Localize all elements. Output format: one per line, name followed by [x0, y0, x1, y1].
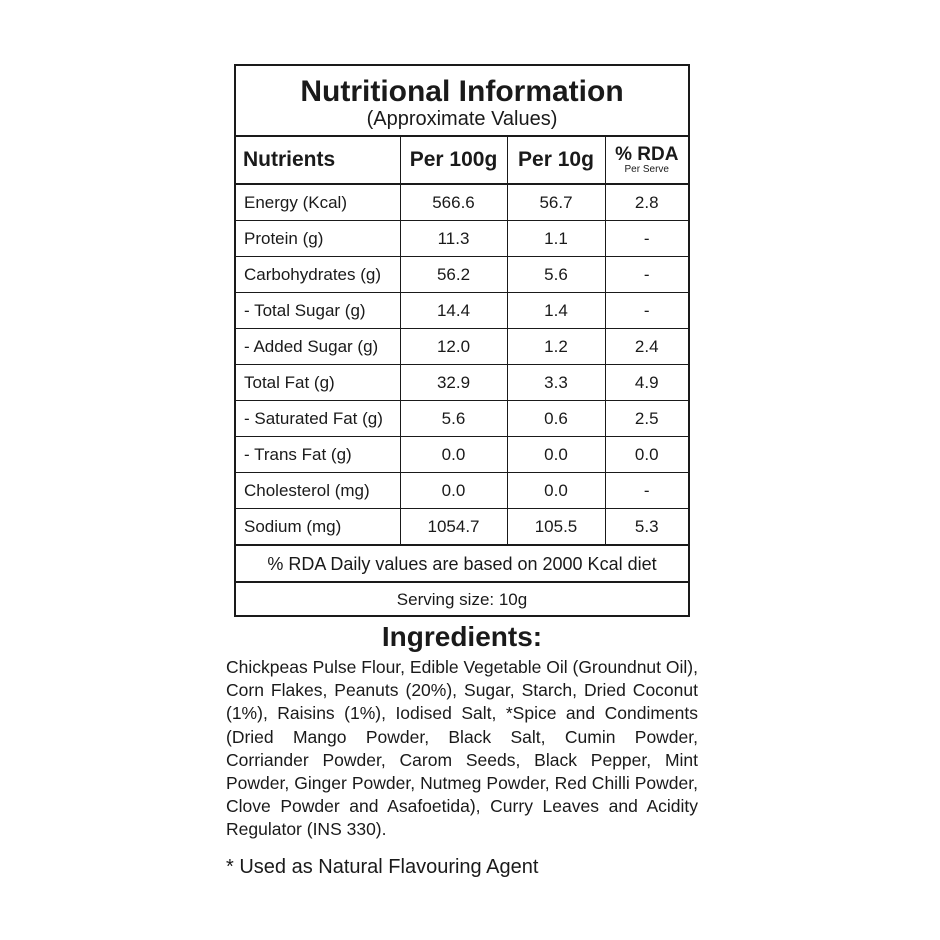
value-per-10g: 56.7 [507, 184, 605, 221]
value-per-100g: 0.0 [400, 473, 507, 509]
value-per-100g: 0.0 [400, 437, 507, 473]
nutrient-name: - Added Sugar (g) [236, 329, 400, 365]
flavouring-note: * Used as Natural Flavouring Agent [226, 856, 539, 878]
value-rda: 5.3 [605, 509, 688, 545]
serving-size: Serving size: 10g [236, 581, 688, 615]
nutrient-name: - Saturated Fat (g) [236, 401, 400, 437]
value-per-10g: 5.6 [507, 257, 605, 293]
value-per-100g: 11.3 [400, 221, 507, 257]
nutrient-name: - Trans Fat (g) [236, 437, 400, 473]
header-per-100g: Per 100g [400, 137, 507, 184]
value-per-100g: 32.9 [400, 365, 507, 401]
value-rda: - [605, 257, 688, 293]
nutrition-table [236, 137, 688, 545]
value-per-10g: 1.2 [507, 329, 605, 365]
value-rda: - [605, 473, 688, 509]
header-rda-label: % RDA [615, 143, 679, 165]
value-per-10g: 0.6 [507, 401, 605, 437]
ingredients-title: Ingredients: [381, 621, 543, 652]
header-per-10g: Per 10g [507, 137, 605, 184]
table-row [236, 221, 688, 257]
table-header-row [236, 137, 688, 184]
table-row [236, 293, 688, 329]
value-per-10g: 0.0 [507, 437, 605, 473]
table-row [236, 184, 688, 221]
header-rda [605, 137, 688, 184]
nutrient-name: Carbohydrates (g) [236, 257, 400, 293]
value-per-100g: 14.4 [400, 293, 507, 329]
nutrient-name: Sodium (mg) [236, 509, 400, 545]
table-body [236, 184, 688, 545]
header-nutrients: Nutrients [236, 137, 400, 184]
nutrition-title: Nutritional Information [300, 75, 624, 108]
value-per-10g: 3.3 [507, 365, 605, 401]
table-row [236, 473, 688, 509]
value-per-10g: 105.5 [507, 509, 605, 545]
value-per-100g: 1054.7 [400, 509, 507, 545]
value-rda: 2.5 [605, 401, 688, 437]
table-row [236, 257, 688, 293]
table-row [236, 365, 688, 401]
value-rda: 2.8 [605, 184, 688, 221]
value-rda: 2.4 [605, 329, 688, 365]
value-rda: 0.0 [605, 437, 688, 473]
nutrient-name: Cholesterol (mg) [236, 473, 400, 509]
value-rda: - [605, 221, 688, 257]
nutrient-name: - Total Sugar (g) [236, 293, 400, 329]
value-per-100g: 5.6 [400, 401, 507, 437]
table-row [236, 509, 688, 545]
table-row [236, 437, 688, 473]
value-per-10g: 1.4 [507, 293, 605, 329]
value-per-100g: 56.2 [400, 257, 507, 293]
ingredients-text: Chickpeas Pulse Flour, Edible Vegetable Oil (Groundnut Oil), Corn Flakes, Peanuts (20%), Sugar, Starch, Dried Coconut (1%), Raisins (1%), Iodised Salt, *Spice and Condiments (Dried Mango Powder, Black Salt, Cumin Powder, Corriander Powder, Carom Seeds, Black Pepper, Mint Powder, Ginger Powder, Nutmeg Powder, Red Chilli Powder, Clove Powder and Asafoetida), Curry Leaves and Acidity Regulator (INS 330). [226, 657, 698, 840]
rda-note: % RDA Daily values are based on 2000 Kcal diet [236, 545, 688, 581]
value-per-100g: 566.6 [400, 184, 507, 221]
nutrient-name: Protein (g) [236, 221, 400, 257]
table-row [236, 329, 688, 365]
nutrient-name: Energy (Kcal) [236, 184, 400, 221]
value-rda: - [605, 293, 688, 329]
nutrition-panel [234, 64, 690, 617]
value-per-10g: 1.1 [507, 221, 605, 257]
header-rda-sublabel: Per Serve [624, 163, 669, 175]
table-row [236, 401, 688, 437]
value-rda: 4.9 [605, 365, 688, 401]
nutrition-header [236, 66, 688, 137]
value-per-100g: 12.0 [400, 329, 507, 365]
nutrition-subtitle: (Approximate Values) [366, 108, 558, 130]
nutrient-name: Total Fat (g) [236, 365, 400, 401]
value-per-10g: 0.0 [507, 473, 605, 509]
